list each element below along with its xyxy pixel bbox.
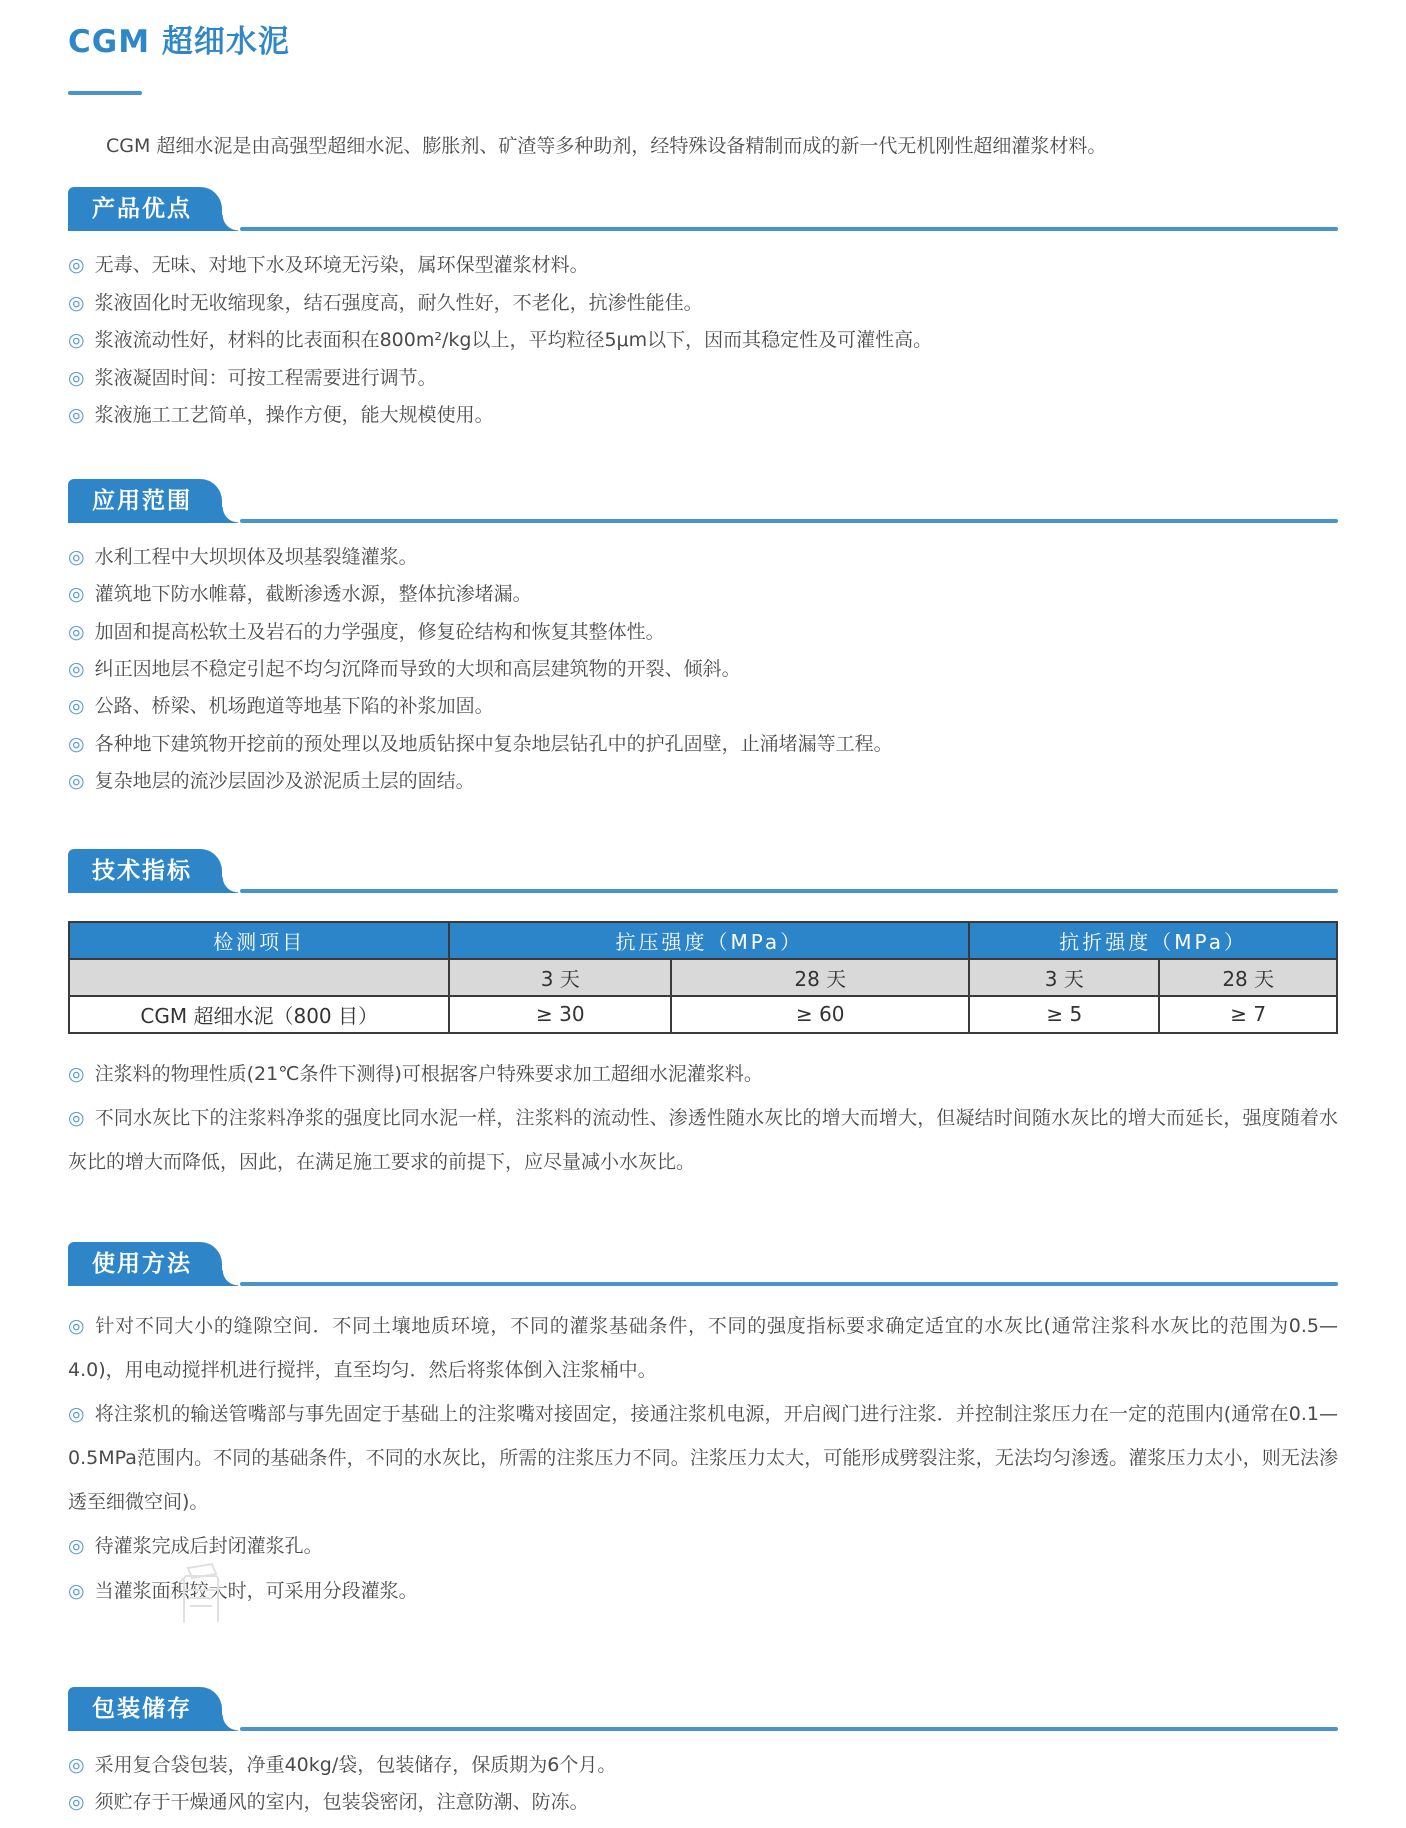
bullseye-bullet-icon: ◎ <box>68 770 85 793</box>
bullseye-bullet-icon: ◎ <box>68 620 85 643</box>
bullseye-bullet-icon: ◎ <box>68 1403 85 1426</box>
list-item-text: 浆液凝固时间：可按工程需要进行调节。 <box>94 366 437 389</box>
bullseye-bullet-icon: ◎ <box>68 254 85 277</box>
list-item <box>68 582 1338 607</box>
page-title: CGM 超细水泥 <box>68 24 290 60</box>
list-item-text: 纠正因地层不稳定引起不均匀沉降而导致的大坝和高层建筑物的开裂、倾斜。 <box>94 658 741 681</box>
bullseye-bullet-icon: ◎ <box>68 732 85 755</box>
section-tab-applications: 应用范围 <box>68 479 222 523</box>
note-text: 不同水灰比下的注浆料净浆的强度比同水泥一样，注浆料的流动性、渗透性随水灰比的增大而增大，但凝结时间随水灰比的增大而延长，强度随着水灰比的增大而降低，因此，在满足施工要求的前提下，应尽量减小水灰比。 <box>68 1106 1338 1173</box>
list-item-text: 无毒、无味、对地下水及环境无污染，属环保型灌浆材料。 <box>94 254 589 277</box>
storage-list <box>68 1753 1338 1816</box>
section-header-applications <box>68 479 1338 523</box>
bullseye-bullet-icon: ◎ <box>68 1753 85 1776</box>
list-item-text: 复杂地层的流沙层固沙及淤泥质土层的固结。 <box>94 770 475 793</box>
specs-table <box>68 921 1338 1034</box>
usage-step-text: 针对不同大小的缝隙空间．不同土壤地质环境，不同的灌浆基础条件，不同的强度指标要求确定适宜的水灰比(通常注浆科水灰比的范围为0.5—4.0)，用电动搅拌机进行搅拌，直至均匀．然后将浆体倒入注浆桶中。 <box>68 1315 1338 1382</box>
list-item <box>68 732 1338 757</box>
section-rule <box>240 519 1338 523</box>
list-item-text: 加固和提高松软土及岩石的力学强度，修复砼结构和恢复其整体性。 <box>94 620 665 643</box>
section-header-storage <box>68 1687 1338 1731</box>
section-tab-usage: 使用方法 <box>68 1242 222 1286</box>
bullseye-bullet-icon: ◎ <box>68 1106 85 1129</box>
subheader-3d: 3 天 <box>449 959 671 996</box>
bullseye-bullet-icon: ◎ <box>68 404 85 427</box>
value-cell: ≥ 5 <box>969 996 1159 1033</box>
usage-step <box>68 1524 1338 1568</box>
list-item-text: 浆液施工工艺简单，操作方便，能大规模使用。 <box>94 404 494 427</box>
list-item <box>68 403 1338 428</box>
specs-table-header-row <box>69 922 1337 959</box>
subheader-28d: 28 天 <box>1159 959 1337 996</box>
list-item <box>68 366 1338 391</box>
section-header-usage <box>68 1242 1338 1286</box>
document-page <box>68 0 1338 1828</box>
bullseye-bullet-icon: ◎ <box>68 329 85 352</box>
intro-paragraph: CGM 超细水泥是由高强型超细水泥、膨胀剂、矿渣等多种助剂，经特殊设备精制而成的新一代无机刚性超细灌浆材料。 <box>106 135 1107 157</box>
section-tab-advantages: 产品优点 <box>68 187 222 231</box>
bullseye-bullet-icon: ◎ <box>68 1579 85 1602</box>
bullseye-bullet-icon: ◎ <box>68 695 85 718</box>
subheader-3d: 3 天 <box>969 959 1159 996</box>
bullseye-bullet-icon: ◎ <box>68 1062 85 1085</box>
product-bag-watermark <box>150 1562 250 1622</box>
applications-list <box>68 545 1338 795</box>
bullseye-bullet-icon: ◎ <box>68 1315 86 1338</box>
usage-step-text: 待灌浆完成后封闭灌浆孔。 <box>94 1535 323 1558</box>
section-tab-storage: 包装储存 <box>68 1687 222 1731</box>
note-paragraph <box>68 1096 1338 1184</box>
list-item-text: 浆液流动性好，材料的比表面积在800m²/kg以上，平均粒径5μm以下，因而其稳定性及可灌性高。 <box>94 329 933 352</box>
list-item <box>68 657 1338 682</box>
list-item <box>68 253 1338 278</box>
list-item <box>68 769 1338 794</box>
section-rule <box>240 1727 1338 1731</box>
value-cell: ≥ 7 <box>1159 996 1337 1033</box>
col-group-flexural: 抗折强度（MPa） <box>969 922 1337 959</box>
list-item-text: 采用复合袋包装，净重40kg/袋，包装储存，保质期为6个月。 <box>94 1753 617 1776</box>
list-item <box>68 620 1338 645</box>
section-header-advantages <box>68 187 1338 231</box>
list-item <box>68 1753 1338 1778</box>
usage-step <box>68 1304 1338 1392</box>
usage-list <box>68 1304 1338 1613</box>
list-item <box>68 328 1338 353</box>
specs-table-subheader-row <box>69 959 1337 996</box>
bullseye-bullet-icon: ◎ <box>68 1791 85 1814</box>
list-item <box>68 291 1338 316</box>
empty-cell <box>69 959 449 996</box>
col-group-compressive: 抗压强度（MPa） <box>449 922 969 959</box>
product-name-cell: CGM 超细水泥（800 目） <box>69 996 449 1033</box>
specs-notes <box>68 1052 1338 1184</box>
usage-step <box>68 1392 1338 1524</box>
section-header-specs <box>68 849 1338 893</box>
subheader-28d: 28 天 <box>671 959 969 996</box>
list-item-text: 浆液固化时无收缩现象，结石强度高，耐久性好，不老化，抗渗性能佳。 <box>94 291 703 314</box>
usage-step-text: 将注浆机的输送管嘴部与事先固定于基础上的注浆嘴对接固定，接通注浆机电源，开启阀门进行注浆．并控制注浆压力在一定的范围内(通常在0.1—0.5MPa范围内。不同的基础条件，不同的水灰比，所需的注浆压力不同。注浆压力太大，可能形成劈裂注浆，无法均匀渗透。灌浆压力太小，则无法渗透至细微空间)。 <box>68 1403 1338 1514</box>
bullseye-bullet-icon: ◎ <box>68 658 85 681</box>
section-rule <box>240 227 1338 231</box>
value-cell: ≥ 60 <box>671 996 969 1033</box>
list-item-text: 灌筑地下防水帷幕，截断渗透水源，整体抗渗堵漏。 <box>94 583 532 606</box>
note-paragraph <box>68 1052 1338 1096</box>
advantages-list <box>68 253 1338 428</box>
bullseye-bullet-icon: ◎ <box>68 366 85 389</box>
table-row <box>69 996 1337 1033</box>
list-item <box>68 1790 1338 1815</box>
list-item <box>68 694 1338 719</box>
col-header-test-item: 检测项目 <box>69 922 449 959</box>
section-rule <box>240 1282 1338 1286</box>
usage-step <box>68 1569 1338 1613</box>
list-item-text: 公路、桥梁、机场跑道等地基下陷的补浆加固。 <box>94 695 494 718</box>
bullseye-bullet-icon: ◎ <box>68 1535 85 1558</box>
usage-step-text: 当灌浆面积较大时，可采用分段灌浆。 <box>94 1579 418 1602</box>
value-cell: ≥ 30 <box>449 996 671 1033</box>
bullseye-bullet-icon: ◎ <box>68 545 85 568</box>
bullseye-bullet-icon: ◎ <box>68 583 85 606</box>
note-text: 注浆料的物理性质(21℃条件下测得)可根据客户特殊要求加工超细水泥灌浆料。 <box>94 1062 763 1085</box>
list-item-text: 各种地下建筑物开挖前的预处理以及地质钻探中复杂地层钻孔中的护孔固壁，止涌堵漏等工程。 <box>94 732 893 755</box>
list-item <box>68 545 1338 570</box>
title-underline <box>68 91 142 95</box>
section-tab-specs: 技术指标 <box>68 849 222 893</box>
section-rule <box>240 889 1338 893</box>
list-item-text: 水利工程中大坝坝体及坝基裂缝灌浆。 <box>94 545 418 568</box>
list-item-text: 须贮存于干燥通风的室内，包装袋密闭，注意防潮、防冻。 <box>94 1791 589 1814</box>
bullseye-bullet-icon: ◎ <box>68 291 85 314</box>
